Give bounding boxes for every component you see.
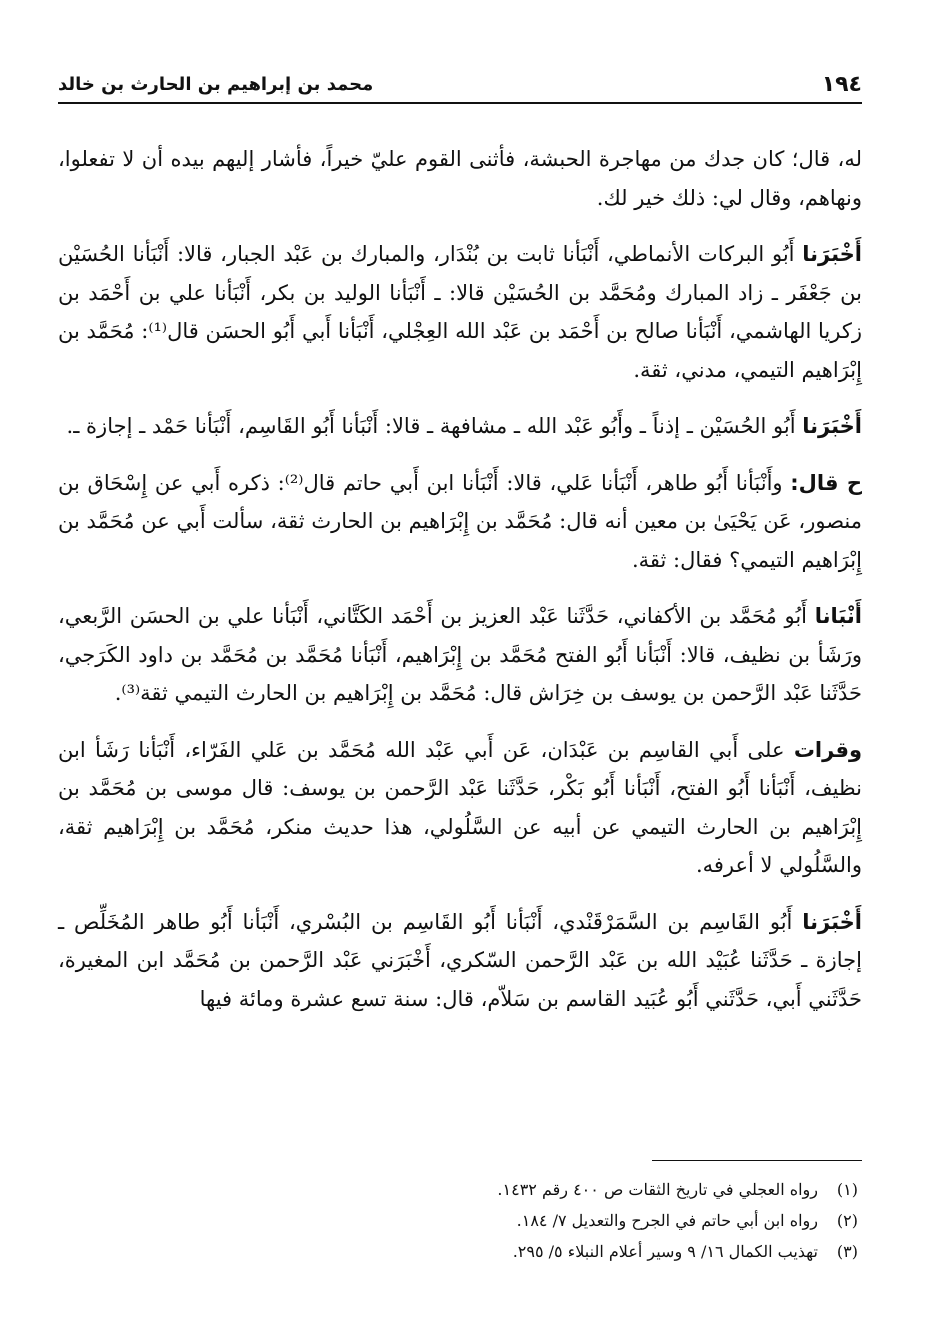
paragraph-lead: أَخْبَرَنا: [802, 414, 862, 438]
paragraph: [58, 407, 862, 446]
footnote-number: (١): [836, 1180, 858, 1199]
footnote-number: (٢): [836, 1211, 858, 1230]
footnotes: [58, 1174, 858, 1267]
footnote-text: رواه العجلي في تاريخ الثقات ص ٤٠٠ رقم ١٤٣٢.: [497, 1180, 818, 1199]
running-title: محمد بن إبراهيم بن الحارث بن خالد: [58, 73, 374, 95]
footnote: [58, 1205, 858, 1236]
paragraph-text: وأَنْبَأنا أَبُو طاهر، أَنْبَأنا عَلي، قالا: أَنْبَأنا ابن أَبي حاتم قال⁽²⁾: ذكره أَبي عن إِسْحَاق بن منصور، عَن يَحْيَىٰ بن معين أنه قال: مُحَمَّد بن إِبْرَاهيم بن الحارث ثقة، سألت أَبي عن مُحَمَّد بن إِبْرَاهيم التيمي؟ فقال: ثقة.: [58, 470, 862, 572]
paragraph-text: أَبُو القَاسِم بن السَّمَرْقَنْدي، أَنْبَأنا أَبُو القَاسِم بن البُسْري، أَنْبَأنا أَبُو طاهر المُخَلِّص ـ إجازة ـ حَدَّثَنا عُبَيْد الله بن عَبْد الرَّحمن السّكري، أَخْبَرَني عَبْد الرَّحمن بن مُحَمَّد ابن المغيرة، حَدَّثَني أَبي، حَدَّثَني أَبُو عُبَيد القاسم بن سَلاّم، قال: سنة تسع عشرة ومائة فيها: [58, 909, 862, 1011]
paragraph-text: له، قال؛ كان جدك من مهاجرة الحبشة، فأثنى القوم عليّ خيراً، فأشار إليهم بيده أن لا تفعلوا، ونهاهم، وقال لي: ذلك خير لك.: [58, 147, 862, 210]
paragraph-text: أَبُو الحُسَيْن ـ إذناً ـ وأَبُو عَبْد الله ـ مشافهة ـ قالا: أَنْبَأنا أَبُو القَاسِم، أَنْبَأنا حَمْد ـ إجازة ـ.: [66, 414, 803, 438]
footnote-number: (٣): [836, 1242, 858, 1261]
footnote-text: رواه ابن أبي حاتم في الجرح والتعديل ٧/ ١٨٤.: [516, 1211, 818, 1230]
footnote: [58, 1174, 858, 1205]
main-text: [58, 140, 862, 1036]
footnote-text: تهذيب الكمال ١٦/ ٩ وسير أعلام النبلاء ٥/ ٢٩٥.: [512, 1242, 818, 1261]
paragraph-lead: أَنْبَانا: [814, 604, 862, 628]
footnote-divider: [652, 1160, 862, 1161]
paragraph: [58, 731, 862, 885]
paragraph: [58, 140, 862, 217]
paragraph-lead: أَخْبَرَنا: [802, 909, 862, 934]
paragraph: [58, 235, 862, 389]
paragraph-lead: وقرات: [793, 737, 862, 762]
page-number: ١٩٤: [821, 71, 862, 97]
paragraph-text: أَبُو البركات الأنماطي، أَنْبَأنا ثابت بن بُنْدَار، والمبارك بن عَبْد الجبار، قالا: أَنْبَأنا الحُسَيْن بن جَعْفَر ـ زاد المبارك ومُحَمَّد بن الحُسَيْن قالا: ـ أَنْبَأنا الوليد بن بكر، أَنْبَأنا علي بن أَحْمَد بن زكريا الهاشمي، أَنْبَأنا صالح بن أَحْمَد بن عَبْد الله العِجْلي، أَنْبَأنا أَبي أَبُو الحسَن قال⁽¹⁾: مُحَمَّد بن إِبْرَاهيم التيمي، مدني، ثقة.: [58, 242, 862, 382]
paragraph: [58, 903, 862, 1019]
paragraph-text: على أَبي القاسِم بن عَبْدَان، عَن أَبي عَبْد الله مُحَمَّد بن عَلي الفَرّاء، أَنْبَأنا رَشَأ ابن نظيف، أَنْبَأنا أَبُو الفتح، أَنْبَأنا أَبُو بَكْر، حَدَّثَنا عَبْد الرَّحمن بن يوسف: قال موسى بن مُحَمَّد بن إِبْرَاهيم بن الحارث التيمي عن أبيه عن السَّلُولي، هذا حديث منكر، مُحَمَّد بن إِبْرَاهيم ثقة، والسَّلُولي لا أعرفه.: [58, 737, 862, 877]
paragraph: [58, 464, 862, 580]
paragraph-lead: أَخْبَرَنا: [802, 242, 862, 266]
paragraph-lead: ح قال:: [790, 470, 863, 495]
paragraph: [58, 597, 862, 713]
paragraph-text: أَبُو مُحَمَّد بن الأكفاني، حَدَّثَنا عَبْد العزيز بن أَحْمَد الكَتَّاني، أَنْبَأنا علي بن الحسَن الرَّبعي، ورَشَأ بن نظيف، قالا: أَنْبَأنا أَبُو الفتح مُحَمَّد بن إِبْرَاهيم، أَنْبَأنا مُحَمَّد بن مُحَمَّد بن داود الكَرَجي، حَدَّثَنا عَبْد الرَّحمن بن يوسف بن خِرَاش قال: مُحَمَّد بن إِبْرَاهيم بن الحارث التيمي ثقة⁽³⁾.: [58, 604, 862, 705]
page-header: [58, 66, 862, 104]
footnote: [58, 1236, 858, 1267]
